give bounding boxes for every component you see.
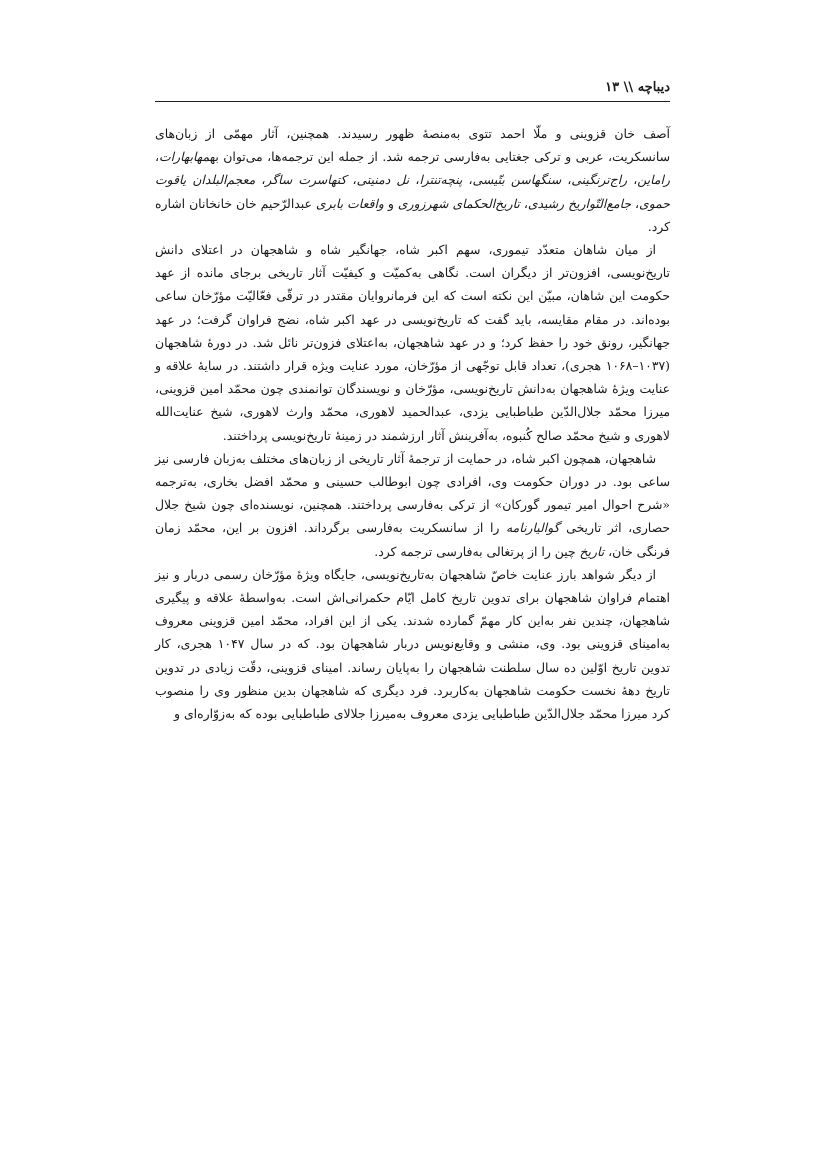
text-run: ، — [155, 149, 159, 165]
text-run: از دیگر شواهد بارز عنایت خاصّ شاهجهان به‌تاریخ‌نویسی، جایگاه ویژهٔ مؤرّخان رسمی دربار و نیز اهتمام فراوان شاهجهان برای تدوین تاریخ کامل ایّام حکمرانی‌اش است. به‌واسطهٔ علاقه و پیگیری شاهجهان، چندین نفر به‌این کار مهمّ گمارده شدند. یکی از این افراد، محمّد امین قزوینی معروف به‌امینای قزوینی بود. وی، منشی و وقایع‌نویس دربار شاهجهان بود. که در سال ۱۰۴۷ هجری، کار تدوین تاریخ اوّلین ده سال سلطنت شاهجهان را به‌پایان رساند. امینای قزوینی، دقّت زیادی در تدوین تاریخ دهۀ نخست حکومت شاهجهان به‌کاربرد. فرد دیگری که شاهجهان بدین منظور وی را منصوب کرد میرزا محمّد جلال‌الدّین طباطبایی یزدی معروف به‌میرزا جلالای طباطبایی بوده که به‌زوّاره‌ای و — [155, 566, 671, 722]
italic-title-text: نل دمنیتی — [356, 172, 410, 188]
italic-title-text: کتهاسرت ساگر — [265, 172, 347, 188]
text-run: ، — [627, 172, 638, 188]
text-run: آصف خان قزوینی و ملّا احمد تتوی به‌منصهٔ ظهور رسیدند. همچنین، آثار مهمّی از زبان‌های سانسکریت، عربی و ترکی جغتایی به‌فارسی ترجمه شد. از جمله این ترجمه‌ها، می‌توان به — [155, 126, 670, 165]
paragraph — [155, 563, 670, 725]
header-rule — [155, 101, 670, 102]
text-run: ، — [346, 172, 357, 188]
italic-title-text: جامع‌التّواریخ رشیدی — [527, 195, 632, 211]
italic-title-text: سنگهاسن بتّیسی — [472, 172, 562, 188]
body-text — [155, 122, 670, 725]
paragraph — [155, 238, 670, 447]
paragraph — [155, 122, 670, 238]
text-run: شاهجهان، همچون اکبر شاه، در حمایت از ترجمهٔ آثار تاریخی از زبان‌های مختلف به‌زبان فارسی نیز ساعی بود. در دوران حکومت وی، افرادی چون ابوطالب حسینی و محمّد افضل بخاری، به‌ترجمه «شرح احوال امیر تیمور گورکان» از ترکی به‌فارسی پرداختند. همچنین، نویسنده‌ای چون شیخ جلال حصاری، اثر تاریخی — [155, 450, 670, 536]
text-run: ، — [409, 172, 420, 188]
italic-title-text: راماین — [637, 172, 670, 188]
text-run: ، — [561, 172, 572, 188]
text-run: را از سانسکریت به‌فارسی برگرداند. افزون بر این، محمّد زمان فرنگی خان، — [155, 520, 670, 559]
text-run: و — [383, 195, 398, 211]
italic-title-text: پنچه‌تنترا — [419, 172, 463, 188]
text-run: چین را از پرتغالی به‌فارسی ترجمه کرد. — [374, 543, 580, 559]
italic-title-text: واقعات بابری — [315, 195, 384, 211]
italic-title-text: گوالیارنامه — [506, 520, 560, 536]
italic-title-text: تاریخ — [579, 543, 605, 559]
text-run: ، — [255, 172, 266, 188]
text-run: ، — [519, 195, 528, 211]
text-run: از میان شاهان متعدّد تیموری، سهم اکبر شاه، جهانگیر شاه و شاهجهان در اعتلای دانش تاریخ‌نویسی، افزون‌تر از دیگران است. نگاهی به‌کمیّت و کیفیّت آثار تاریخی برجای مانده از عهد حکومت این شاهان، مبیّن این نکته است که این فرمانروایان مقتدر در ترقّی فعّالیّت مؤرّخان ساعی بوده‌اند. در مقام مقایسه، باید گفت که تاریخ‌نویسی در عهد اکبر شاه، نضج فراوان گرفت؛ در عهد جهانگیر، رونق خود را حفظ کرد؛ و در عهد شاهجهان، به‌اعتلای فزون‌تر نائل شد. در دورهٔ شاهجهان (۱۰۳۷–۱۰۶۸ هجری)، تعداد قابل توجّهی از مؤرّخان، مورد عنایت ویژه قرار داشتند. در سایهٔ علاقه و عنایت ویژهٔ شاهجهان به‌دانش تاریخ‌نویسی، مؤرّخان و نویسندگان توانمندی چون محمّد امین قزوینی، میرزا محمّد جلال‌الدّین طباطبایی یزدی، عبدالحمید لاهوری، محمّد وارث لاهوری، شیخ عنایت‌الله لاهوری و شیخ محمّد صالح کُنبوه، به‌آفرینش آثار ارزشمند در زمینهٔ تاریخ‌نویسی پرداختند. — [155, 242, 670, 443]
text-run: ، — [462, 172, 473, 188]
italic-title-text: مهابهارات — [159, 149, 210, 165]
italic-title-text: راج‌ترنگینی — [571, 172, 628, 188]
running-header: دیباچه \\ ۱۳ — [605, 80, 670, 95]
italic-title-text: تاریخ‌الحکمای شهرزوری — [397, 195, 520, 211]
italic-title-text: معجم‌البلدان یاقوت حموی — [155, 172, 670, 211]
text-run: ، — [631, 195, 640, 211]
paragraph — [155, 447, 670, 563]
text-run: عبدالرّحیم خان خانخانان اشاره کرد. — [155, 195, 670, 234]
